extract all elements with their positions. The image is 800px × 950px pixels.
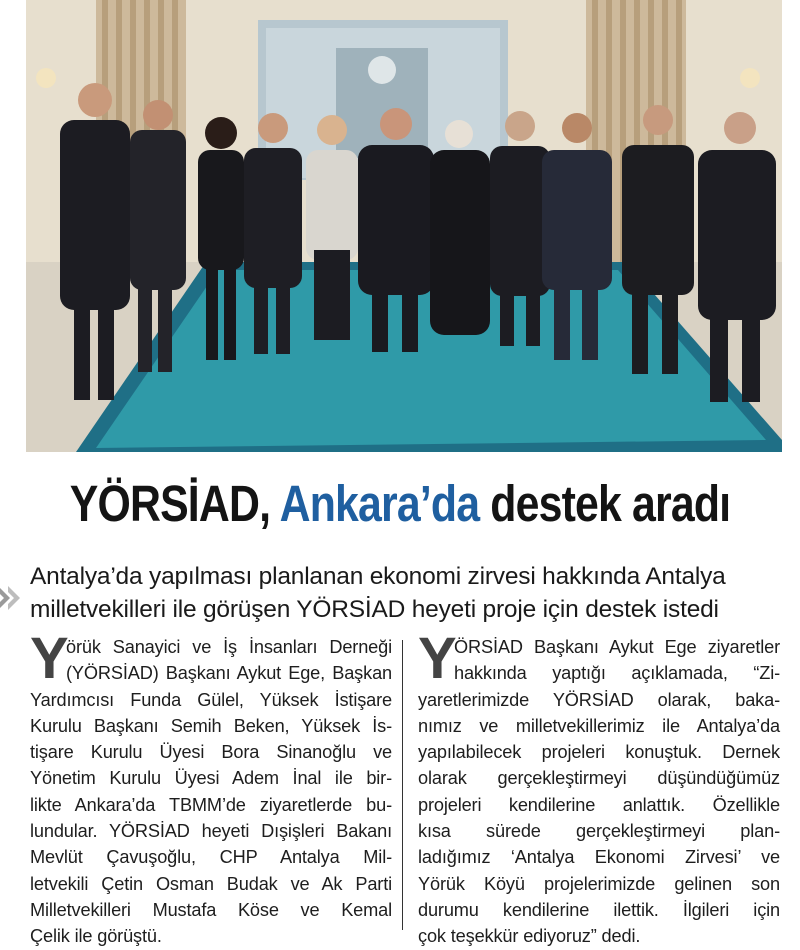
- chevron-icon: [0, 578, 22, 618]
- article-column-right: [418, 626, 780, 950]
- text-line: Kurulu Başkanı Semih Beken, Yüksek İs-: [30, 715, 392, 736]
- subheadline-line: Antalya’da yapılması planlanan ekonomi zirvesi hakkında Antalya: [30, 563, 726, 590]
- text-line: ladığımız ‘Antalya Ekonomi Zirvesi’ ve: [418, 847, 780, 868]
- text-line: kısa süredе gerçekleştirmeyi plan-: [418, 821, 780, 842]
- dropcap: Y: [418, 626, 457, 691]
- subheadline: [30, 560, 790, 626]
- article-column-left: [30, 626, 392, 950]
- text-line: nımız ve milletvekillerimiz ile Antalya’da: [418, 715, 780, 736]
- text-line: (YÖRSİAD) Başkanı Aykut Ege, Başkan: [66, 663, 392, 684]
- group-photo-illustration: [26, 0, 782, 452]
- text-line: letvekili Çetin Osman Budak ve Ak Parti: [30, 873, 392, 894]
- text-line: likte Ankara’da TBMM’de ziyaretlerde bu-: [30, 794, 392, 815]
- text-line: lundular. YÖRSİAD heyeti Dışişleri Bakanı: [30, 821, 392, 842]
- headline-part1: YÖRSİAD,: [69, 475, 271, 532]
- text-line: hakkında yaptığı açıklamada, “Zi-: [454, 663, 780, 684]
- headline-accent: Ankara’da: [279, 475, 480, 532]
- column-divider: [402, 640, 403, 930]
- text-line: Yönetim Kurulu Üyesi Adem İnal ile bir-: [30, 768, 392, 789]
- headline-part3: destek aradı: [490, 475, 731, 532]
- text-line: Milletvekilleri Mustafa Köse ve Kemal: [30, 899, 392, 920]
- dropcap: Y: [30, 626, 69, 691]
- text-line: tişare Kurulu Üyesi Bora Sinanoğlu ve: [30, 742, 392, 763]
- news-photo: [26, 0, 782, 452]
- subheadline-line: milletvekilleri ile görüşen YÖRSİAD heyeti proje için destek istedi: [30, 596, 719, 623]
- text-line: Çelik ile görüştü.: [30, 926, 162, 947]
- text-line: Mevlüt Çavuşoğlu, CHP Antalya Mil-: [30, 847, 392, 868]
- text-line: örük Sanayici ve İş İnsanları Derneği: [66, 637, 392, 657]
- text-line: projeleri kendilerine anlattık. Özellikle: [418, 794, 780, 815]
- text-line: olarak gerçekleştirmeyi düşündüğümüz: [418, 768, 780, 789]
- text-line: çok teşekkür ediyoruz” dedi.: [418, 926, 641, 947]
- headline: [64, 464, 736, 544]
- text-line: yaretlerimizde YÖRSİAD olarak, baka-: [418, 689, 780, 710]
- text-line: Yörük Köyü projelerimizde gelinen son: [418, 873, 780, 894]
- text-line: Yardımcısı Funda Gülel, Yüksek İstişare: [30, 689, 392, 710]
- text-line: yapılabilecek projeleri konuştuk. Dernek: [418, 742, 780, 763]
- text-line: ÖRSİAD Başkanı Aykut Ege ziyaretler: [454, 637, 780, 657]
- text-line: durumu kendilerine ilettik. İlgileri için: [418, 899, 780, 920]
